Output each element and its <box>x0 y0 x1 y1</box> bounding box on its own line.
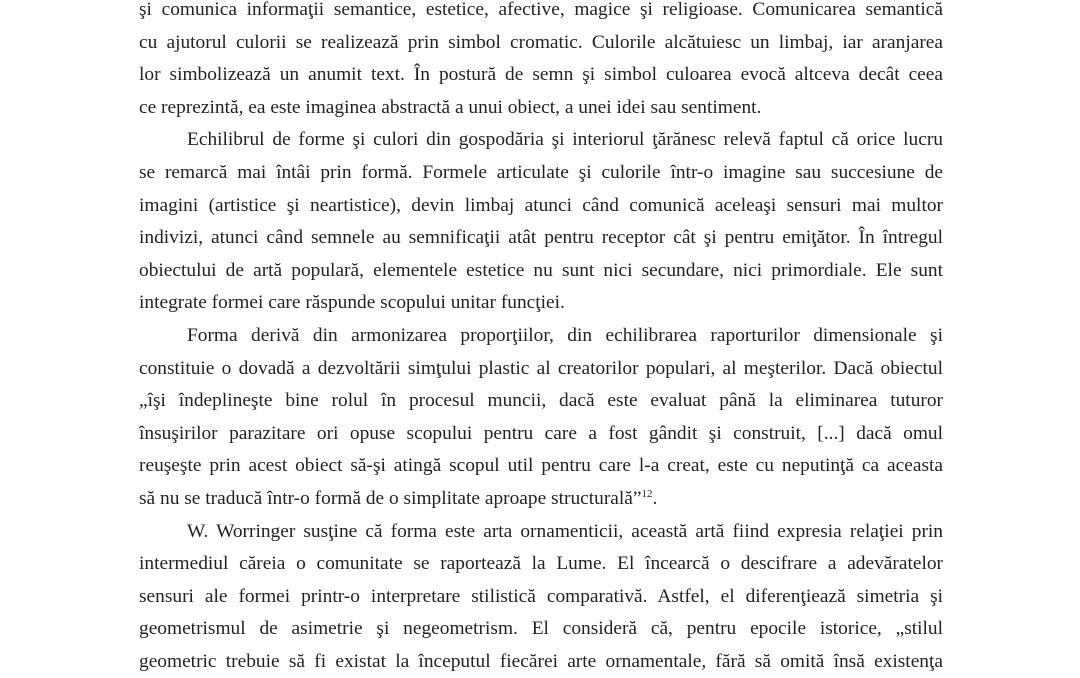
text-line: „îşi îndeplineşte bine rolul în procesul muncii, dacă este evaluat până la eliminarea tuturor <box>139 385 943 418</box>
text-line: sensuri ale formei printr-o interpretare stilistică comparativă. Astfel, el diferenţiează simetria şi <box>139 581 943 614</box>
document-page <box>139 0 943 678</box>
text-line-with-footnote <box>139 483 943 516</box>
paragraph-forms-and-colors <box>139 124 943 320</box>
text-line: Forma derivă din armonizarea proporţiilor, din echilibrarea raporturilor dimensionale şi <box>139 320 943 353</box>
text-line: geometrismul de asimetrie şi negeometrism. El consideră că, pentru epocile istorice, „stilul <box>139 613 943 646</box>
text-line: şi comunica informaţii semantice, estetice, afective, magice şi religioase. Comunicarea semantică <box>139 0 943 27</box>
text-line: obiectului de artă populară, elementele estetice nu sunt nici secundare, nici primordiale. Ele sunt <box>139 255 943 288</box>
text-line: integrate formei care răspunde scopului unitar funcţiei. <box>139 287 943 320</box>
text-line: reuşeşte prin acest obiect să-şi atingă scopul util pentru care l-a creat, este cu neputinţă ca aceasta <box>139 450 943 483</box>
text-line: intermediul căreia o comunitate se raportează la Lume. El încearcă o descifrare a adevăratelor <box>139 548 943 581</box>
text-line: lor simbolizează un anumit text. În postură de semn şi simbol culoarea evocă altceva decât ceea <box>139 59 943 92</box>
text-line: W. Worringer susţine că forma este arta ornamenticii, această artă fiind expresia relaţiei prin <box>139 516 943 549</box>
text-line: însuşirilor parazitare ori opuse scopului pentru care a fost gândit şi construit, [...] dacă omul <box>139 418 943 451</box>
text-line: geometric trebuie să fi existat la începutul fiecărei arte ornamentale, fără să omită însă existenţa <box>139 646 943 678</box>
sentence-period: . <box>653 488 658 509</box>
quote-end-text: să nu se traducă într-o formă de o simplitate aproape structurală” <box>139 488 642 509</box>
text-line: constituie o dovadă a dezvoltării simţului plastic al creatorilor populari, al meşterilor. Dacă obiectul <box>139 353 943 386</box>
text-line: indivizi, atunci când semnele au semnificaţii atât pentru receptor cât şi pentru emiţător. În întregul <box>139 222 943 255</box>
text-line: imagini (artistice şi neartistice), devin limbaj atunci când comunică aceleaşi sensuri mai multor <box>139 190 943 223</box>
paragraph-worringer <box>139 516 943 678</box>
footnote-reference[interactable]: 12 <box>642 488 653 500</box>
paragraph-color-communication <box>139 0 943 124</box>
text-line: ce reprezintă, ea este imaginea abstractă a unui obiect, a unei idei sau sentiment. <box>139 92 943 125</box>
paragraph-form-proportions <box>139 320 943 516</box>
text-line: Echilibrul de forme şi culori din gospodăria şi interiorul ţărănesc relevă faptul că orice lucru <box>139 124 943 157</box>
text-line: se remarcă mai întâi prin formă. Formele articulate şi culorile într-o imagine sau succesiune de <box>139 157 943 190</box>
text-line: cu ajutorul culorii se realizează prin simbol cromatic. Culorile alcătuiesc un limbaj, iar aranjarea <box>139 27 943 60</box>
